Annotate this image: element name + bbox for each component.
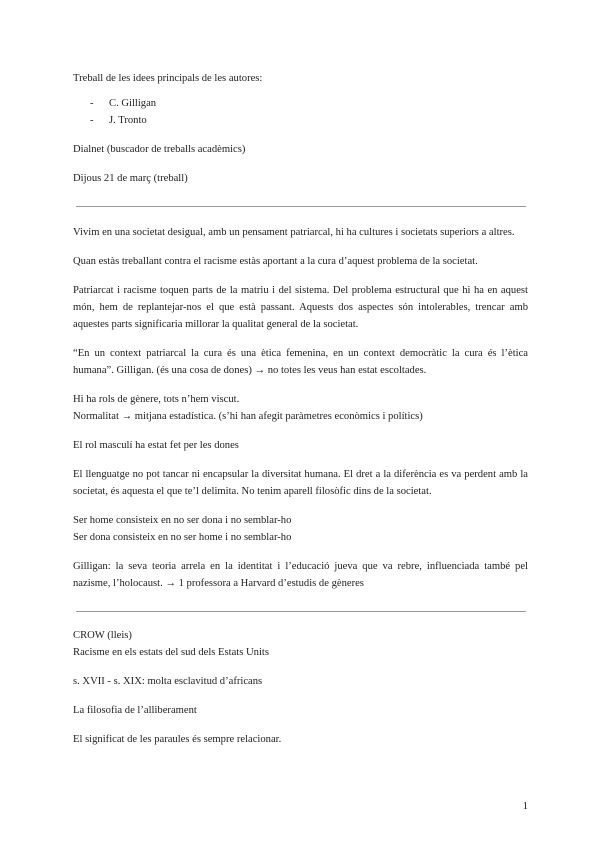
paragraph-gilligan: Gilligan: la seva teoria arrela en la identitat i l’educació jueva que va rebre, influenciada també pel nazisme, l’holocaust. → 1 professora a Harvard d’estudis de gèneres (73, 561, 528, 589)
paragraph-normalitat: Normalitat → mitjana estadística. (s’hi han afegit paràmetres econòmics i polítics) (73, 411, 423, 422)
paragraph-patriarcat: Patriarcat i racisme toquen parts de la matriu i del sistema. Del problema estructural que hi ha en aquest món, hem de replantejar-nos el que està passant. Aquests dos aspectes són intolerables, trencar amb aquestes parts significaria millorar la qualitat general de la societat. (73, 285, 528, 330)
page-number: 1 (522, 801, 528, 812)
paragraph-societat: Vivim en una societat desigual, amb un pensament patriarcal, hi ha cultures i societats superiors a altres. (73, 227, 515, 238)
segles-line: s. XVII - s. XIX: molta esclavitud d’africans (73, 676, 263, 687)
list-item: - J. Tronto (90, 115, 147, 126)
date-line: Dijous 21 de març (treball) (73, 173, 188, 184)
significat-line: El significat de les paraules és sempre relacionar. (73, 734, 282, 745)
paragraph-ser-dona: Ser dona consisteix en no ser home i no semblar-ho (73, 532, 292, 543)
crow-heading: CROW (lleis) (73, 630, 132, 641)
paragraph-quote: “En un context patriarcal la cura és una ètica femenina, en un context democràtic la cura és l’ètica humana”. Gilligan. (és una cosa de dones) → no totes les veus han estat escoltades. (73, 348, 528, 376)
author-gilligan: C. Gilligan (109, 98, 157, 109)
paragraph-racisme: Quan estàs treballant contra el racisme estàs aportant a la cura d’aquest problema de la societat. (73, 256, 478, 267)
intro-line: Treball de les idees principals de les autores: (73, 73, 263, 84)
racisme-estats: Racisme en els estats del sud dels Estats Units (73, 647, 269, 658)
author-tronto: J. Tronto (109, 115, 147, 126)
paragraph-ser-home: Ser home consisteix en no ser dona i no semblar-ho (73, 515, 292, 526)
document-body (73, 70, 528, 748)
dialnet-line: Dialnet (buscador de treballs acadèmics) (73, 144, 246, 155)
paragraph-rols: Hi ha rols de gènere, tots n’hem viscut. (73, 394, 240, 405)
list-item: - C. Gilligan (90, 98, 157, 109)
paragraph-llenguatge: El llenguatge no pot tancar ni encapsular la diversitat humana. El dret a la diferència es va perdent amb la societat, és aquesta el que te’l delimita. No tenim aparell filosòfic dins de la societat. (73, 469, 528, 497)
paragraph-rol-masculi: El rol masculí ha estat fet per les dones (73, 440, 239, 451)
filosofia-line: La filosofia de l’alliberament (73, 705, 197, 716)
author-list (73, 95, 528, 129)
